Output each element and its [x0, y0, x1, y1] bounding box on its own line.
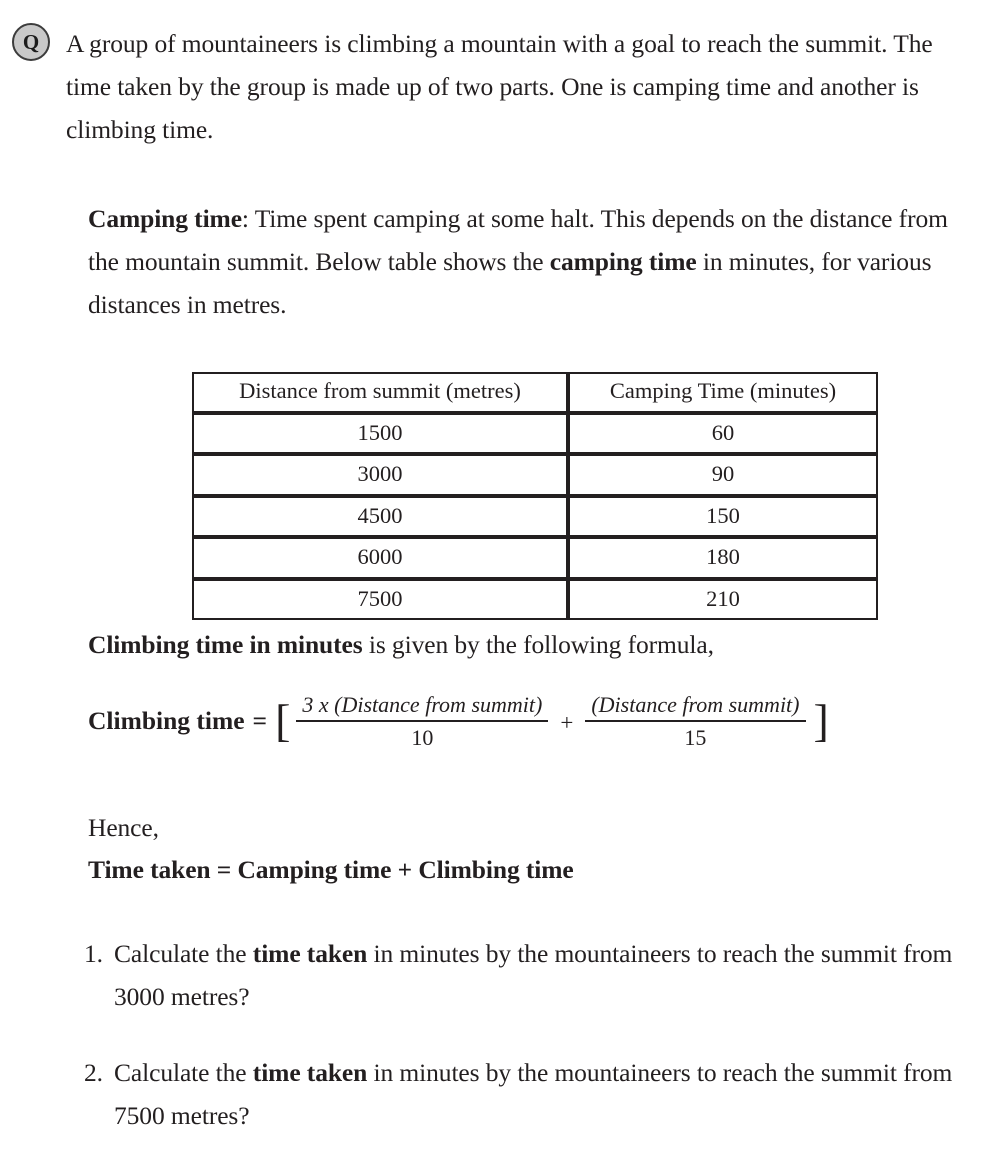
cell-distance: 1500	[192, 413, 568, 455]
formula-fraction-1	[296, 692, 548, 751]
cell-distance: 6000	[192, 537, 568, 579]
camping-time-body-2: in minutes, for various distances in metres.	[88, 247, 932, 319]
climbing-time-lead: Climbing time in minutes	[88, 630, 363, 659]
camping-time-emphasis: camping time	[549, 247, 697, 276]
question-marker: 1.	[84, 939, 103, 968]
cell-camping-time: 60	[568, 413, 878, 455]
cell-distance: 4500	[192, 496, 568, 538]
camping-time-body-1: : Time spent camping at some halt. This depends on the distance from the mountain summit. Below table shows the	[88, 204, 948, 276]
camping-time-table	[192, 372, 878, 620]
climbing-time-body: is given by the following formula,	[362, 630, 714, 659]
time-taken-equation: Time taken = Camping time + Climbing time	[88, 855, 574, 884]
question-text-part-2: in minutes by the mountaineers to reach the summit from 3000 metres?	[114, 939, 953, 1011]
list-item	[84, 932, 984, 1018]
intro-block	[0, 22, 998, 151]
table-row	[192, 579, 878, 621]
intro-paragraph: A group of mountaineers is climbing a mountain with a goal to reach the summit. The time taken by the group is made up of two parts. One is camping time and another is climbing time.	[66, 29, 933, 144]
question-list	[84, 932, 984, 1170]
list-item	[84, 1051, 984, 1137]
formula-fraction-2	[585, 692, 805, 751]
question-badge-icon	[12, 23, 50, 61]
cell-distance: 3000	[192, 454, 568, 496]
question-badge-label: Q	[22, 29, 40, 54]
table-header-distance: Distance from summit (metres)	[192, 372, 568, 413]
formula-fraction-1-numerator: 3 x (Distance from summit)	[302, 692, 543, 717]
table-row	[192, 496, 878, 538]
question-text-part-1: Calculate the	[114, 939, 253, 968]
cell-camping-time: 180	[568, 537, 878, 579]
camping-time-table-wrapper	[192, 372, 878, 620]
hence-label: Hence,	[88, 813, 159, 842]
question-text-part-2: in minutes by the mountaineers to reach the summit from 7500 metres?	[114, 1058, 953, 1130]
formula-equals-sign: =	[252, 706, 268, 736]
formula-fraction-1-denominator: 10	[411, 725, 434, 751]
climbing-time-paragraph	[88, 623, 978, 666]
table-header-camping-time: Camping Time (minutes)	[568, 372, 878, 413]
climbing-time-formula	[88, 692, 829, 751]
table-row	[192, 537, 878, 579]
formula-open-bracket: [	[275, 694, 291, 746]
camping-time-paragraph	[88, 197, 978, 326]
cell-camping-time: 210	[568, 579, 878, 621]
cell-camping-time: 90	[568, 454, 878, 496]
question-emphasis: time taken	[252, 939, 368, 968]
formula-left-side: Climbing time	[88, 706, 245, 736]
formula-fraction-2-denominator: 15	[684, 725, 707, 751]
question-emphasis: time taken	[252, 1058, 368, 1087]
question-marker: 2.	[84, 1058, 103, 1087]
table-header-row	[192, 372, 878, 413]
formula-close-bracket: ]	[813, 694, 829, 746]
camping-time-lead: Camping time	[88, 204, 242, 233]
formula-fraction-2-numerator: (Distance from summit)	[591, 692, 800, 717]
cell-distance: 7500	[192, 579, 568, 621]
question-text-part-1: Calculate the	[114, 1058, 253, 1087]
cell-camping-time: 150	[568, 496, 878, 538]
table-row	[192, 454, 878, 496]
table-row	[192, 413, 878, 455]
formula-plus-sign: +	[560, 710, 574, 736]
